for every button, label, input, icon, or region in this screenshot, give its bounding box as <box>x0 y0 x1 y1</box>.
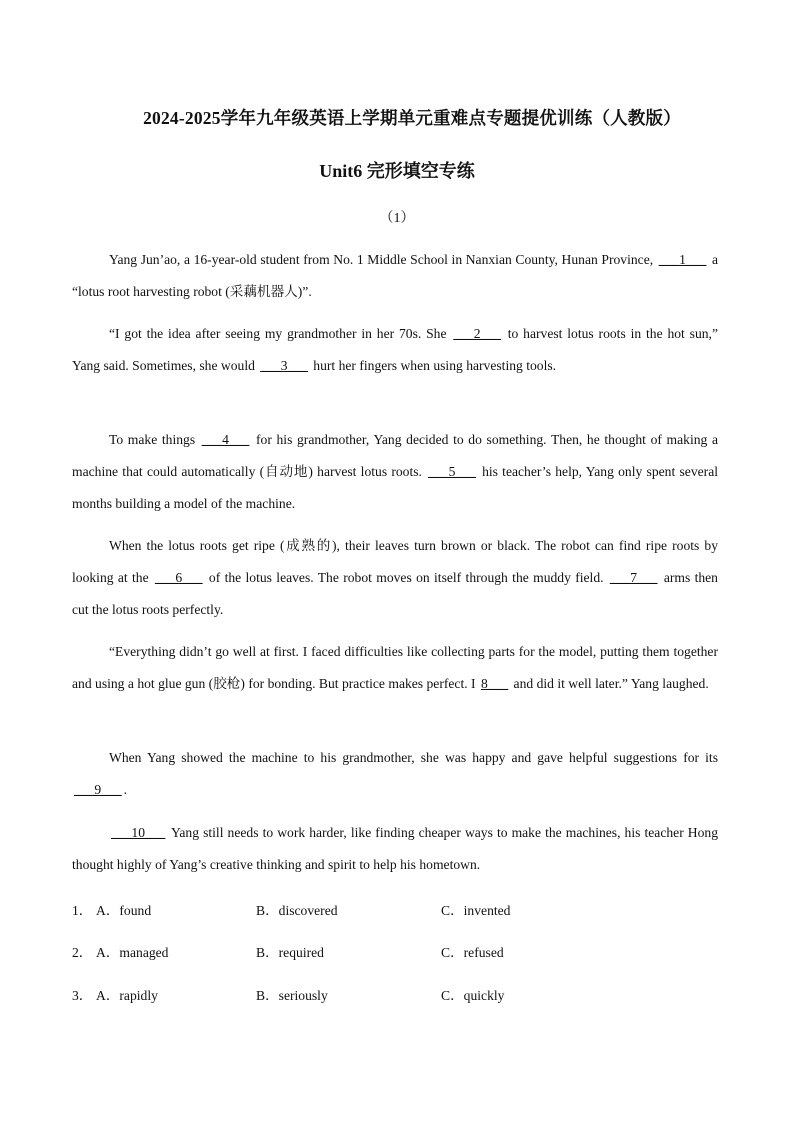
paragraph-text: for his grandmother, Yang decided to do something. Then, he thought of making a machine that could automatically (自动地) harvest lotus roots. <box>72 432 719 479</box>
option-a: A．found <box>96 903 152 918</box>
blank-3: ___3___ <box>260 358 308 373</box>
blank-6: ___6___ <box>154 570 203 585</box>
paragraph-text: of the lotus leaves. The robot moves on itself through the muddy field. <box>208 570 604 585</box>
paragraph-text: Yang still needs to work harder, like finding cheaper ways to make the machines, his teacher Hong thought highly of Yang’s creative thinking and spirit to help his hometown. <box>72 825 718 872</box>
blank-5: ___5___ <box>428 464 476 479</box>
paragraph-text: a “lotus root harvesting robot (采藕机器人)”. <box>72 252 719 299</box>
option-a: A．rapidly <box>96 988 158 1003</box>
paragraph-5 <box>72 636 718 700</box>
option-c: C．quickly <box>441 988 505 1003</box>
paragraph-text: . <box>123 782 127 797</box>
blank-9: ___9___ <box>74 782 122 797</box>
blank-7: ___7___ <box>609 570 658 585</box>
paragraph-7 <box>72 817 718 881</box>
paragraph-text: to harvest lotus roots in the hot sun,” Yang said. Sometimes, she would <box>72 326 718 373</box>
unit-subtitle: Unit6 完形填空专练 <box>319 161 475 181</box>
paragraph-text: “Everything didn’t go well at first. I faced difficulties like collecting parts for the model, putting them together and using a hot glue gun (胶枪) for bonding. But practice makes perfect. I <box>72 644 718 691</box>
option-row <box>72 941 722 961</box>
option-row <box>72 899 722 919</box>
paragraph-3 <box>72 424 718 520</box>
option-a: A．managed <box>96 945 169 960</box>
blank-10: ___10___ <box>111 825 166 840</box>
option-b: B．required <box>256 945 324 960</box>
paragraph-6 <box>72 742 718 806</box>
blank-8: 8___ <box>480 676 509 691</box>
question-number: 3． <box>72 988 93 1003</box>
paragraph-text: When Yang showed the machine to his grandmother, she was happy and gave helpful suggestions for its <box>109 750 718 765</box>
section-number: （1） <box>379 211 415 226</box>
question-number: 2． <box>72 945 93 960</box>
paragraph-4 <box>72 530 718 626</box>
paragraph-text: his teacher’s help, Yang only spent several months building a model of the machine. <box>72 464 719 511</box>
option-c: C．invented <box>441 903 511 918</box>
question-number: 1． <box>72 903 93 918</box>
blank-1: ___1___ <box>658 252 707 267</box>
option-b: B．seriously <box>256 988 328 1003</box>
paragraph-text: When the lotus roots get ripe (成熟的), their leaves turn brown or black. The robot can find ripe roots by looking at the <box>72 538 718 585</box>
paragraph-text: arms then cut the lotus roots perfectly. <box>72 570 718 617</box>
paragraph-2 <box>72 318 718 382</box>
paragraph-text: To make things <box>109 432 196 447</box>
paragraph-text: hurt her fingers when using harvesting tools. <box>313 358 557 373</box>
blank-4: ___4___ <box>201 432 250 447</box>
blank-2: ___2___ <box>453 326 501 341</box>
paragraph-text: and did it well later.” Yang laughed. <box>513 676 709 691</box>
paragraph-text: “I got the idea after seeing my grandmother in her 70s. She <box>109 326 447 341</box>
option-row <box>72 984 722 1004</box>
option-b: B．discovered <box>256 903 338 918</box>
paragraph-1 <box>72 244 718 308</box>
document-title: 2024-2025学年九年级英语上学期单元重难点专题提优训练（人教版） <box>143 108 681 128</box>
paragraph-text: Yang Jun’ao, a 16-year-old student from No. 1 Middle School in Nanxian County, Hunan Province, <box>109 252 654 267</box>
option-c: C．refused <box>441 945 504 960</box>
